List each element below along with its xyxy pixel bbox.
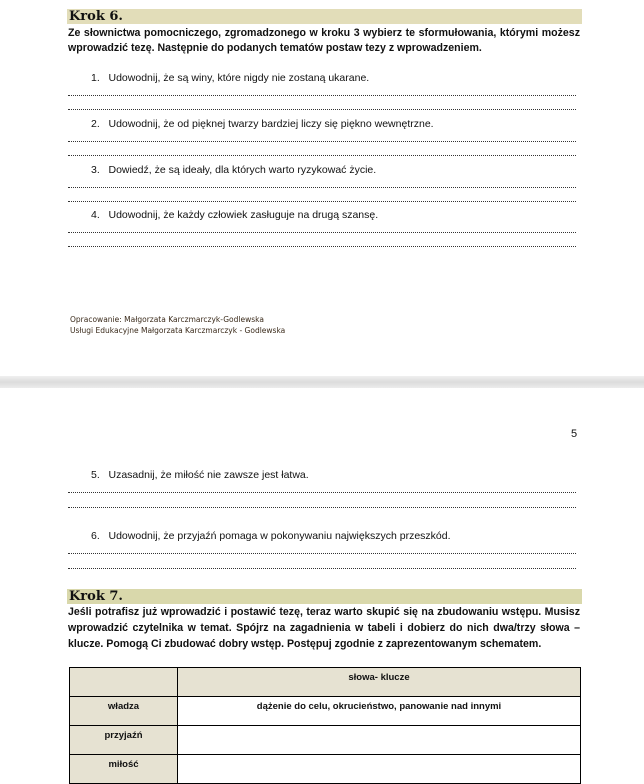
list-item: 1. Udowodnij, że są winy, które nigdy nie zostaną ukarane. bbox=[91, 72, 370, 84]
topic-cell: władza bbox=[70, 697, 178, 726]
step6-heading: Krok 6. bbox=[67, 9, 582, 24]
step6-instruction: Ze słownictwa pomocniczego, zgromadzonego w kroku 3 wybierz te sformułowania, którymi możesz wprowadzić tezę. Następnie do podanych tematów postaw tezy z wprowadzeniem. bbox=[68, 27, 580, 54]
answer-line[interactable] bbox=[68, 568, 576, 569]
answer-line[interactable] bbox=[68, 155, 576, 156]
table-row bbox=[70, 726, 581, 755]
table-row bbox=[70, 755, 581, 784]
list-item: 2. Udowodnij, że od pięknej twarzy bardziej liczy się piękno wewnętrzne. bbox=[91, 118, 434, 130]
answer-line[interactable] bbox=[68, 553, 576, 554]
topic-cell: miłość bbox=[70, 755, 178, 784]
table-header-cell: słowa- klucze bbox=[178, 668, 581, 697]
table-row bbox=[70, 697, 581, 726]
list-item: 4. Udowodnij, że każdy człowiek zasługuje na drugą szansę. bbox=[91, 209, 379, 221]
answer-line[interactable] bbox=[68, 232, 576, 233]
answer-line[interactable] bbox=[68, 141, 576, 142]
step7-heading: Krok 7. bbox=[67, 589, 582, 604]
keywords-cell[interactable] bbox=[178, 726, 581, 755]
answer-line[interactable] bbox=[68, 187, 576, 188]
topic-cell: przyjaźń bbox=[70, 726, 178, 755]
footer-company: Usługi Edukacyjne Małgorzata Karczmarczyk - Godlewska bbox=[70, 326, 286, 335]
answer-line[interactable] bbox=[68, 246, 576, 247]
answer-line[interactable] bbox=[68, 201, 576, 202]
keywords-cell[interactable] bbox=[178, 755, 581, 784]
table-header-row bbox=[70, 668, 581, 697]
footer-author: Opracowanie: Małgorzata Karczmarczyk-Godlewska bbox=[70, 315, 264, 324]
keywords-cell[interactable]: dążenie do celu, okrucieństwo, panowanie nad innymi bbox=[178, 697, 581, 726]
answer-line[interactable] bbox=[68, 507, 576, 508]
list-item: 3. Dowiedź, że są ideały, dla których warto ryzykować życie. bbox=[91, 164, 377, 176]
answer-line[interactable] bbox=[68, 109, 576, 110]
page-separator bbox=[0, 376, 644, 388]
answer-line[interactable] bbox=[68, 492, 576, 493]
answer-line[interactable] bbox=[68, 95, 576, 96]
step7-instruction: Jeśli potrafisz już wprowadzić i postawić tezę, teraz warto skupić się na zbudowaniu wstępu. Musisz wprowadzić czytelnika w temat. Spójrz na zagadnienia w tabeli i dobierz do nich dwa/trzy słowa – klucze. Pomogą Ci zbudować dobry wstęp. Postępuj zgodnie z zaprezentowanym schematem. bbox=[68, 606, 580, 650]
table-header-cell bbox=[70, 668, 178, 697]
list-item: 5. Uzasadnij, że miłość nie zawsze jest łatwa. bbox=[91, 469, 309, 481]
page-number: 5 bbox=[571, 428, 578, 440]
list-item: 6. Udowodnij, że przyjaźń pomaga w pokonywaniu największych przeszkód. bbox=[91, 530, 451, 542]
keywords-table bbox=[69, 667, 581, 784]
